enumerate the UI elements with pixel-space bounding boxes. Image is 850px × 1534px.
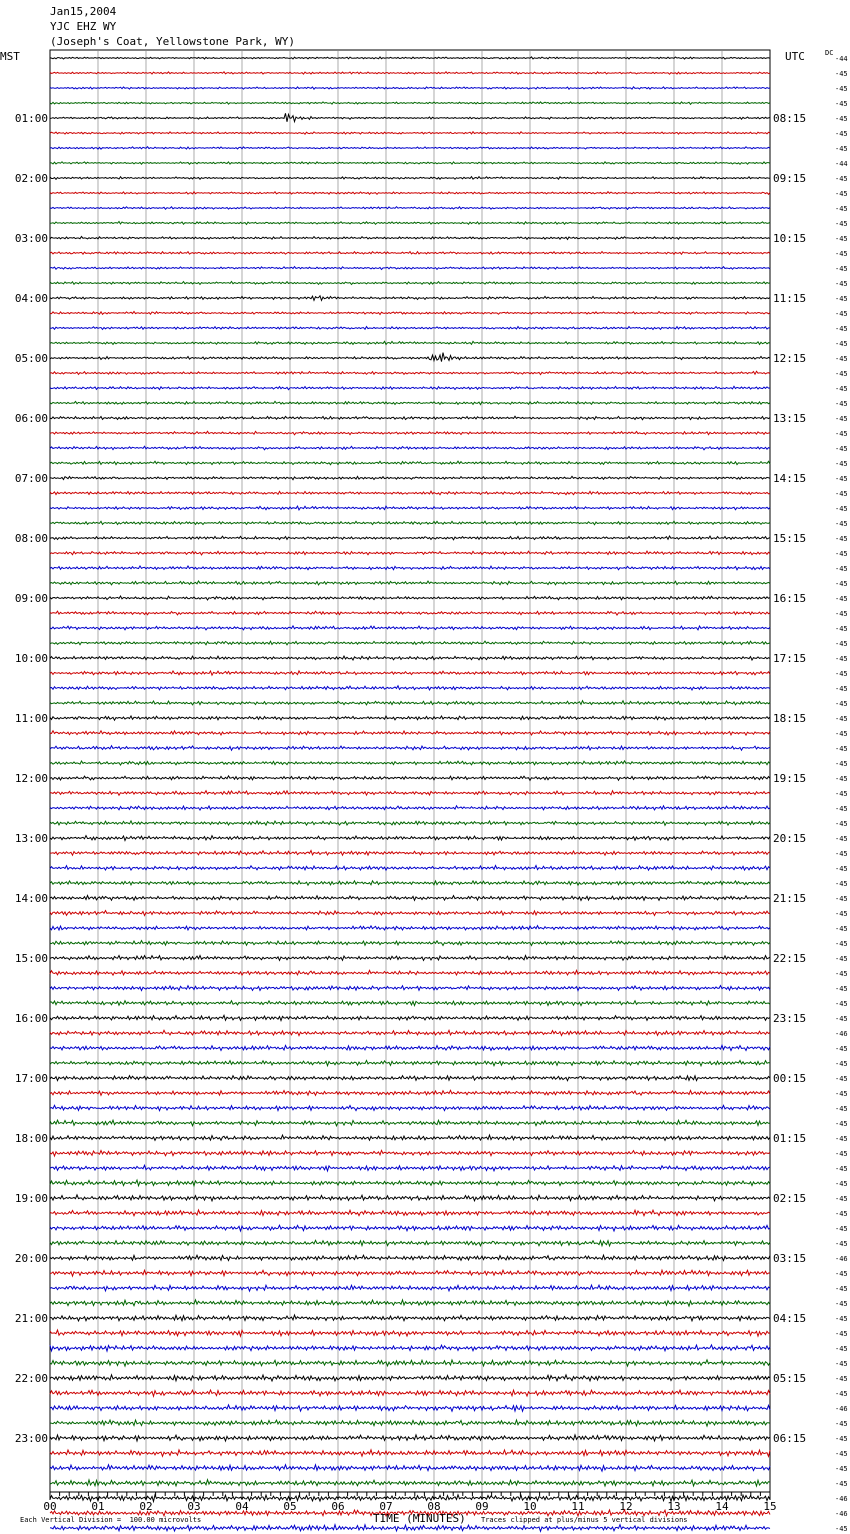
dc-offset-value: -45 <box>835 865 848 873</box>
utc-hour-label: 19:15 <box>773 772 807 785</box>
trace-row <box>50 327 770 330</box>
mst-hour-label: 13:00 <box>14 832 48 845</box>
trace-row <box>50 821 770 825</box>
mst-hour-label: 16:00 <box>14 1012 48 1025</box>
trace-row <box>50 1001 770 1006</box>
utc-hour-label: 10:15 <box>773 232 807 245</box>
trace-row <box>50 506 770 510</box>
dc-offset-value: -45 <box>835 1105 848 1113</box>
dc-offset-value: -45 <box>835 1165 848 1173</box>
utc-hour-label: 11:15 <box>773 292 807 305</box>
trace-row <box>50 1465 770 1472</box>
dc-offset-value: -45 <box>835 895 848 903</box>
trace-row <box>50 1420 770 1426</box>
trace-row <box>50 776 770 781</box>
utc-hour-label: 03:15 <box>773 1252 807 1265</box>
trace-row <box>50 1240 770 1246</box>
x-tick-label: 08 <box>427 1500 441 1513</box>
trace-row <box>50 731 770 735</box>
utc-hour-label: 18:15 <box>773 712 807 725</box>
dc-offset-value: -45 <box>835 415 848 423</box>
dc-offset-value: -45 <box>835 715 848 723</box>
trace-row <box>50 87 770 89</box>
trace-row <box>50 701 770 705</box>
dc-offset-value: -45 <box>835 1225 848 1233</box>
trace-row <box>50 970 770 975</box>
trace-row <box>50 566 770 570</box>
trace-row <box>50 881 770 885</box>
dc-offset-value: -45 <box>835 325 848 333</box>
dc-offset-value: -45 <box>835 1420 848 1428</box>
utc-hour-label: 04:15 <box>773 1312 807 1325</box>
left-timezone-label: MST <box>0 50 20 63</box>
x-axis-title: TIME (MINUTES) <box>373 1512 466 1525</box>
trace-row <box>50 1120 770 1126</box>
dc-offset-value: -45 <box>835 1390 848 1398</box>
trace-row <box>50 371 770 374</box>
x-tick-label: 07 <box>379 1500 393 1513</box>
dc-offset-value: -45 <box>835 880 848 888</box>
dc-offset-value: -45 <box>835 550 848 558</box>
dc-offset-value: -45 <box>835 1240 848 1248</box>
mst-hour-label: 23:00 <box>14 1432 48 1445</box>
dc-offset-value: -45 <box>835 1375 848 1383</box>
mst-hour-label: 17:00 <box>14 1072 48 1085</box>
dc-offset-value: -45 <box>835 115 848 123</box>
dc-offset-value: -45 <box>835 145 848 153</box>
dc-offset-value: -45 <box>835 1135 848 1143</box>
mst-hour-label: 03:00 <box>14 232 48 245</box>
utc-hour-label: 15:15 <box>773 532 807 545</box>
x-tick-label: 00 <box>43 1500 57 1513</box>
dc-offset-value: -45 <box>835 1120 848 1128</box>
trace-row <box>50 1405 770 1411</box>
mst-hour-label: 01:00 <box>14 112 48 125</box>
scale-note: Each Vertical Division = 100.00 microvolts <box>20 1516 202 1524</box>
dc-offset-value: -45 <box>835 520 848 528</box>
station-code: YJC EHZ WY <box>50 20 117 33</box>
x-tick-label: 01 <box>91 1500 105 1513</box>
trace-row <box>50 866 770 871</box>
utc-hour-label: 21:15 <box>773 892 807 905</box>
trace-row <box>50 386 770 389</box>
right-timezone-label: UTC <box>785 50 805 63</box>
trace-row <box>50 312 770 315</box>
trace-row <box>50 1480 770 1486</box>
trace-row <box>50 1360 770 1366</box>
dc-offset-value: -45 <box>835 1480 848 1488</box>
mst-hour-label: 04:00 <box>14 292 48 305</box>
dc-offset-value: -46 <box>835 1405 848 1413</box>
dc-offset-value: -45 <box>835 805 848 813</box>
trace-row <box>50 267 770 270</box>
dc-offset-value: -45 <box>835 205 848 213</box>
trace-row <box>50 596 770 600</box>
trace-row <box>50 896 770 901</box>
dc-offset-header: DC <box>825 49 834 57</box>
trace-row <box>50 521 770 525</box>
trace-row <box>50 491 770 495</box>
dc-offset-value: -45 <box>835 565 848 573</box>
trace-row <box>50 1255 770 1260</box>
trace-row <box>50 956 770 961</box>
dc-offset-value: -45 <box>835 685 848 693</box>
dc-offset-value: -45 <box>835 745 848 753</box>
trace-row <box>50 581 770 585</box>
x-tick-label: 06 <box>331 1500 345 1513</box>
mst-hour-label: 12:00 <box>14 772 48 785</box>
dc-offset-value: -45 <box>835 100 848 108</box>
dc-offset-value: -45 <box>835 1450 848 1458</box>
dc-offset-value: -45 <box>835 1150 848 1158</box>
trace-row <box>50 1105 770 1110</box>
mst-hour-label: 18:00 <box>14 1132 48 1145</box>
trace-row <box>50 611 770 615</box>
trace-row <box>50 1375 770 1381</box>
trace-row <box>50 341 770 344</box>
trace-row <box>50 536 770 540</box>
mst-hour-label: 07:00 <box>14 472 48 485</box>
trace-row <box>50 147 770 150</box>
trace-row <box>50 416 770 419</box>
utc-hour-label: 17:15 <box>773 652 807 665</box>
trace-row <box>50 401 770 404</box>
utc-hour-label: 13:15 <box>773 412 807 425</box>
mst-hour-label: 21:00 <box>14 1312 48 1325</box>
dc-offset-value: -45 <box>835 775 848 783</box>
mst-hour-label: 14:00 <box>14 892 48 905</box>
trace-row <box>50 252 770 255</box>
dc-offset-value: -45 <box>835 475 848 483</box>
dc-offset-value: -45 <box>835 1345 848 1353</box>
dc-offset-value: -45 <box>835 1315 848 1323</box>
trace-row <box>50 1495 770 1502</box>
trace-row <box>50 353 770 362</box>
dc-offset-value: -45 <box>835 760 848 768</box>
dc-offset-value: -45 <box>835 190 848 198</box>
dc-offset-value: -45 <box>835 280 848 288</box>
trace-row <box>50 671 770 675</box>
dc-offset-value: -45 <box>835 1285 848 1293</box>
mst-hour-label: 20:00 <box>14 1252 48 1265</box>
mst-hour-label: 19:00 <box>14 1192 48 1205</box>
dc-offset-value: -44 <box>835 160 848 168</box>
trace-row <box>50 102 770 104</box>
trace-row <box>50 282 770 285</box>
dc-offset-value: -45 <box>835 505 848 513</box>
utc-hour-label: 01:15 <box>773 1132 807 1145</box>
trace-row <box>50 1195 770 1201</box>
x-tick-label: 12 <box>619 1500 633 1513</box>
dc-offset-value: -44 <box>835 55 848 63</box>
plot-date: Jan15,2004 <box>50 5 117 18</box>
trace-row <box>50 1015 770 1020</box>
dc-offset-value: -45 <box>835 1180 848 1188</box>
trace-row <box>50 192 770 195</box>
mst-hour-label: 15:00 <box>14 952 48 965</box>
trace-row <box>50 1030 770 1035</box>
dc-offset-value: -45 <box>835 460 848 468</box>
trace-row <box>50 132 770 135</box>
trace-row <box>50 1285 770 1291</box>
x-tick-label: 04 <box>235 1500 249 1513</box>
trace-row <box>50 1270 770 1276</box>
trace-row <box>50 162 770 165</box>
mst-hour-label: 02:00 <box>14 172 48 185</box>
trace-row <box>50 207 770 210</box>
trace-row <box>50 1345 770 1351</box>
utc-hour-label: 09:15 <box>773 172 807 185</box>
trace-row <box>50 1060 770 1065</box>
dc-offset-value: -45 <box>835 340 848 348</box>
dc-offset-value: -45 <box>835 595 848 603</box>
trace-row <box>50 1330 770 1336</box>
dc-offset-value: -45 <box>835 1465 848 1473</box>
dc-offset-value: -45 <box>835 910 848 918</box>
trace-row <box>50 1090 770 1095</box>
trace-row <box>50 1165 770 1171</box>
trace-row <box>50 1135 770 1140</box>
trace-row <box>50 1076 770 1081</box>
dc-offset-value: -45 <box>835 1360 848 1368</box>
dc-offset-value: -45 <box>835 385 848 393</box>
mst-hour-label: 11:00 <box>14 712 48 725</box>
dc-offset-value: -45 <box>835 1045 848 1053</box>
trace-row <box>50 986 770 991</box>
dc-offset-value: -45 <box>835 1060 848 1068</box>
dc-offset-value: -45 <box>835 1435 848 1443</box>
trace-row <box>50 177 770 180</box>
x-tick-label: 03 <box>187 1500 201 1513</box>
dc-offset-value: -45 <box>835 655 848 663</box>
utc-hour-label: 23:15 <box>773 1012 807 1025</box>
utc-hour-label: 14:15 <box>773 472 807 485</box>
dc-offset-value: -45 <box>835 985 848 993</box>
dc-offset-value: -45 <box>835 925 848 933</box>
dc-offset-value: -45 <box>835 610 848 618</box>
dc-offset-value: -45 <box>835 1330 848 1338</box>
dc-offset-value: -45 <box>835 535 848 543</box>
plot-frame <box>50 50 770 1492</box>
utc-hour-label: 05:15 <box>773 1372 807 1385</box>
mst-hour-label: 06:00 <box>14 412 48 425</box>
dc-offset-value: -45 <box>835 670 848 678</box>
trace-row <box>50 1390 770 1396</box>
dc-offset-value: -45 <box>835 1195 848 1203</box>
dc-offset-value: -45 <box>835 70 848 78</box>
trace-row <box>50 57 770 59</box>
trace-row <box>50 641 770 645</box>
trace-row <box>50 551 770 555</box>
trace-row <box>50 72 770 74</box>
trace-row <box>50 113 770 122</box>
trace-row <box>50 1435 770 1441</box>
dc-offset-value: -45 <box>835 940 848 948</box>
trace-row <box>50 806 770 810</box>
dc-offset-value: -45 <box>835 445 848 453</box>
dc-offset-value: -45 <box>835 955 848 963</box>
dc-offset-value: -46 <box>835 1510 848 1518</box>
dc-offset-value: -45 <box>835 130 848 138</box>
trace-row <box>50 431 770 435</box>
dc-offset-value: -45 <box>835 265 848 273</box>
dc-offset-value: -45 <box>835 790 848 798</box>
dc-offset-value: -45 <box>835 370 848 378</box>
mst-hour-label: 09:00 <box>14 592 48 605</box>
dc-offset-value: -45 <box>835 355 848 363</box>
dc-offset-value: -45 <box>835 235 848 243</box>
trace-row <box>50 1450 770 1457</box>
dc-offset-value: -45 <box>835 970 848 978</box>
dc-offset-value: -45 <box>835 430 848 438</box>
trace-row <box>50 761 770 765</box>
trace-row <box>50 791 770 796</box>
utc-hour-label: 16:15 <box>773 592 807 605</box>
dc-offset-value: -45 <box>835 1525 848 1533</box>
dc-offset-value: -45 <box>835 1210 848 1218</box>
x-tick-label: 09 <box>475 1500 489 1513</box>
dc-offset-value: -46 <box>835 1030 848 1038</box>
dc-offset-value: -45 <box>835 175 848 183</box>
mst-hour-label: 10:00 <box>14 652 48 665</box>
utc-hour-label: 20:15 <box>773 832 807 845</box>
utc-hour-label: 08:15 <box>773 112 807 125</box>
clip-note: Traces clipped at plus/minus 5 vertical divisions <box>481 1516 688 1524</box>
dc-offset-value: -45 <box>835 1270 848 1278</box>
x-tick-label: 14 <box>715 1500 729 1513</box>
trace-row <box>50 836 770 841</box>
mst-hour-label: 05:00 <box>14 352 48 365</box>
dc-offset-value: -45 <box>835 835 848 843</box>
x-tick-label: 13 <box>667 1500 681 1513</box>
trace-row <box>50 851 770 856</box>
utc-hour-label: 00:15 <box>773 1072 807 1085</box>
trace-row <box>50 941 770 946</box>
dc-offset-value: -45 <box>835 85 848 93</box>
trace-row <box>50 1225 770 1231</box>
trace-row <box>50 1315 770 1321</box>
dc-offset-value: -45 <box>835 730 848 738</box>
trace-row <box>50 461 770 465</box>
trace-row <box>50 237 770 240</box>
dc-offset-value: -45 <box>835 490 848 498</box>
dc-offset-value: -46 <box>835 1495 848 1503</box>
dc-offset-value: -45 <box>835 580 848 588</box>
dc-offset-value: -45 <box>835 1075 848 1083</box>
dc-offset-value: -45 <box>835 850 848 858</box>
trace-row <box>50 1300 770 1306</box>
trace-row <box>50 1210 770 1216</box>
x-tick-label: 02 <box>139 1500 153 1513</box>
utc-hour-label: 06:15 <box>773 1432 807 1445</box>
dc-offset-value: -45 <box>835 1090 848 1098</box>
trace-row <box>50 716 770 720</box>
trace-row <box>50 296 770 301</box>
x-tick-label: 05 <box>283 1500 297 1513</box>
utc-hour-label: 02:15 <box>773 1192 807 1205</box>
station-location: (Joseph's Coat, Yellowstone Park, WY) <box>50 35 296 48</box>
dc-offset-value: -45 <box>835 310 848 318</box>
dc-offset-value: -45 <box>835 220 848 228</box>
trace-row <box>50 746 770 751</box>
dc-offset-value: -46 <box>835 1255 848 1263</box>
dc-offset-value: -45 <box>835 1300 848 1308</box>
utc-hour-label: 22:15 <box>773 952 807 965</box>
trace-row <box>50 1045 770 1050</box>
dc-offset-value: -45 <box>835 400 848 408</box>
utc-hour-label: 12:15 <box>773 352 807 365</box>
trace-row <box>50 1150 770 1156</box>
mst-hour-label: 08:00 <box>14 532 48 545</box>
mst-hour-label: 22:00 <box>14 1372 48 1385</box>
trace-row <box>50 911 770 916</box>
trace-row <box>50 686 770 690</box>
dc-offset-value: -45 <box>835 625 848 633</box>
trace-row <box>50 1525 770 1532</box>
trace-row <box>50 656 770 660</box>
x-tick-label: 11 <box>571 1500 585 1513</box>
trace-row <box>50 222 770 225</box>
dc-offset-value: -45 <box>835 700 848 708</box>
dc-offset-value: -45 <box>835 250 848 258</box>
dc-offset-value: -45 <box>835 1015 848 1023</box>
trace-row <box>50 626 770 630</box>
x-tick-label: 15 <box>763 1500 777 1513</box>
dc-offset-value: -45 <box>835 1000 848 1008</box>
trace-row <box>50 1180 770 1186</box>
dc-offset-value: -45 <box>835 820 848 828</box>
trace-row <box>50 926 770 930</box>
x-tick-label: 10 <box>523 1500 537 1513</box>
trace-row <box>50 476 770 479</box>
dc-offset-value: -45 <box>835 640 848 648</box>
trace-row <box>50 446 770 450</box>
dc-offset-value: -45 <box>835 295 848 303</box>
